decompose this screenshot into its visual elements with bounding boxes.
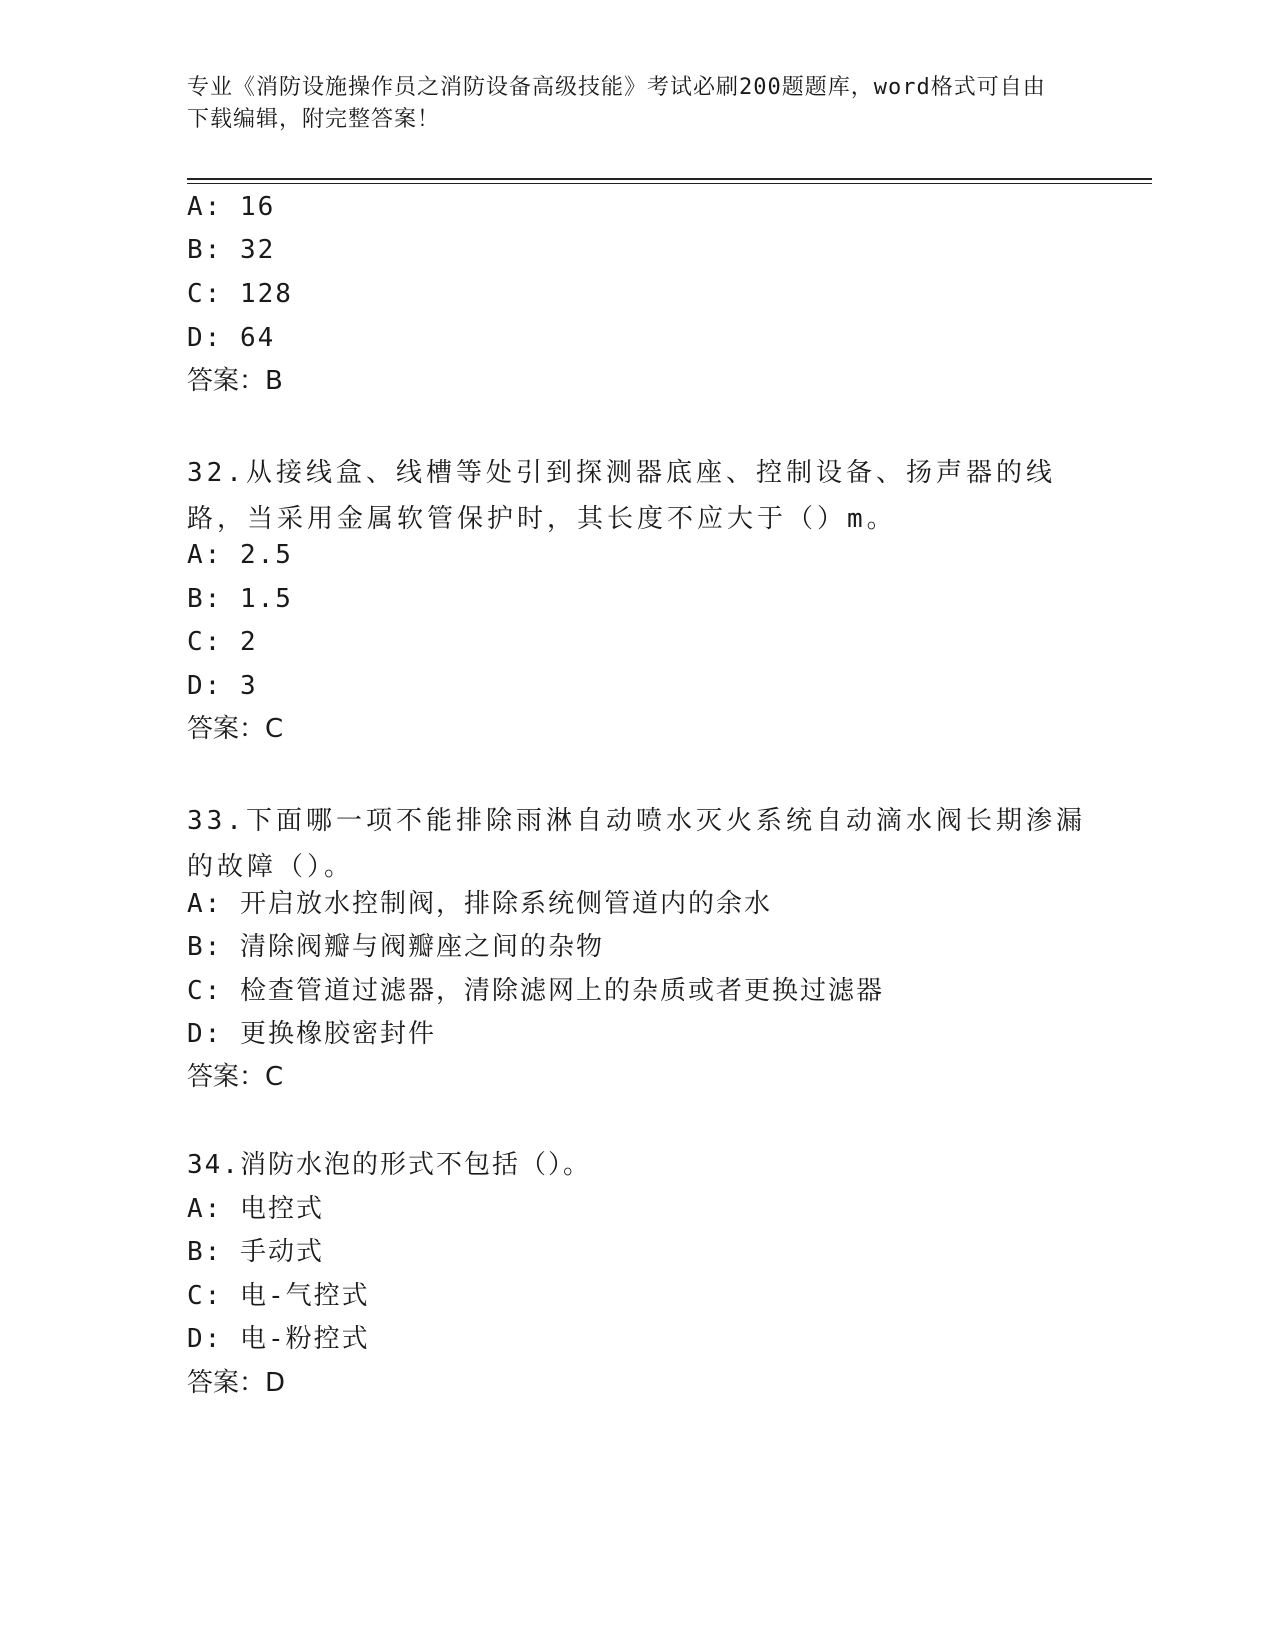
header-title: 专业《消防设施操作员之消防设备高级技能》考试必刷200题题库，word格式可自由下载编辑，附完整答案！ <box>187 75 1046 132</box>
option-b: B: 清除阀瓣与阀瓣座之间的杂物 <box>187 932 604 962</box>
answer: 答案：C <box>187 714 284 744</box>
option-d: D: 电-粉控式 <box>187 1324 370 1354</box>
option-d: D: 64 <box>187 323 276 353</box>
option-c: C: 128 <box>187 279 293 309</box>
option-c: C: 2 <box>187 627 258 657</box>
option-a: A: 16 <box>187 192 276 222</box>
answer: 答案：D <box>187 1368 286 1398</box>
option-c: C: 电-气控式 <box>187 1281 370 1311</box>
option-c: C: 检查管道过滤器，清除滤网上的杂质或者更换过滤器 <box>187 976 884 1006</box>
option-b: B: 手动式 <box>187 1237 324 1267</box>
question-text: 32.从接线盒、线槽等处引到探测器底座、控制设备、扬声器的线路，当采用金属软管保护时，其长度不应大于（）m。 <box>187 458 1056 534</box>
option-b: B: 32 <box>187 235 276 265</box>
header-divider-thick <box>187 178 1152 180</box>
option-a: A: 电控式 <box>187 1194 324 1224</box>
answer: 答案：C <box>187 1062 284 1092</box>
option-a: A: 2.5 <box>187 540 293 570</box>
question-text: 33.下面哪一项不能排除雨淋自动喷水灭火系统自动滴水阀长期渗漏的故障（）。 <box>187 806 1086 882</box>
option-b: B: 1.5 <box>187 584 293 614</box>
option-a: A: 开启放水控制阀，排除系统侧管道内的余水 <box>187 889 772 919</box>
header-divider-thin <box>187 183 1152 184</box>
answer: 答案：B <box>187 366 283 396</box>
option-d: D: 3 <box>187 671 258 701</box>
question-text: 34.消防水泡的形式不包括（）。 <box>187 1150 591 1180</box>
option-d: D: 更换橡胶密封件 <box>187 1019 436 1049</box>
